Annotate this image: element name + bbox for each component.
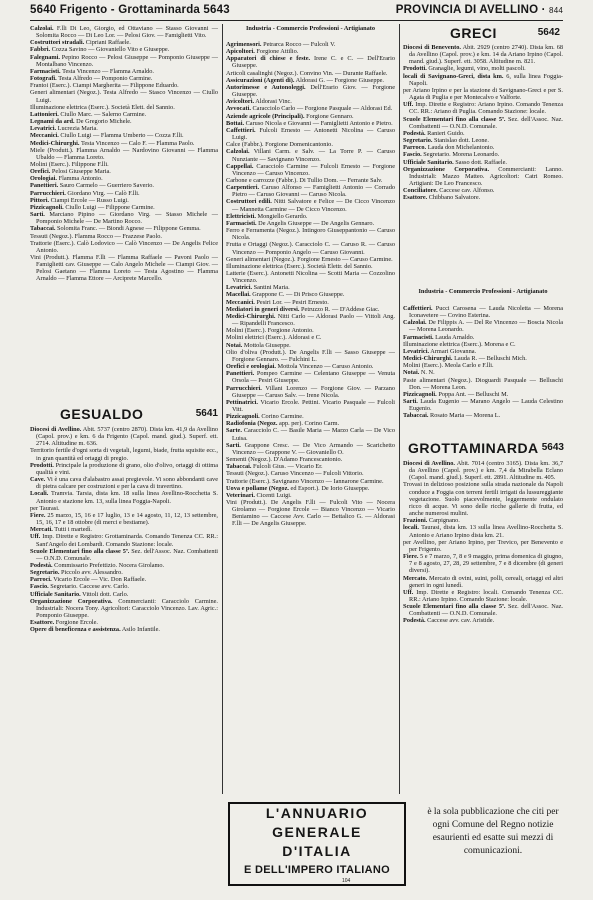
listing-entry: Caffettieri. Pucci Carosena — Lauda Nicoletta — Morena Iconavetere — Covino Esterina. [403, 305, 563, 320]
greci-entry: Ufficiale Sanitario. Sasso dott. Raffaele. [403, 158, 507, 166]
listing-entry: Calzolai. F.lli Di Leo, Giorgio, ed Ottaviano — Stasso Giovanni — Solomita Rocco — Di Leo Lor. — Pelosi Giov. — Famiglietti Vito. [30, 25, 218, 40]
listing-entry: Apicoltori. Forgione Attilio. [226, 48, 299, 56]
grottaminarda-listings [403, 460, 563, 795]
greci-entry: Parroco. Lauda don Michelantonio. [403, 144, 495, 152]
gesualdo-name: GESUALDO [60, 406, 144, 422]
listing-entry: Calzolai. Villani Carm. e Salv. — La Torre P. — Caruso Nunziante — Savignano Vincenzo. [226, 148, 395, 163]
ad-line-3: D'ITALIA [282, 843, 352, 859]
listing-entry: Ferro e Ferramenta (Negoz.). Intingoro Giuseppantonio — Caruso Nicola. [226, 227, 395, 242]
listing-entry: Pizzicagnoli. Corino Carmine. [226, 413, 304, 421]
listing-entry: Parrucchieri. Giordano Virg. — Calò F.lli. [30, 189, 140, 197]
listing-entry: Pizzicagnoli. Poppa Ant. — Belluschi M. [403, 390, 509, 398]
listing-entry: Legnami da ard. De Gregorio Michele. [30, 118, 132, 126]
listing-entry: Notai. Mottola Giuseppe. [226, 341, 291, 349]
gesualdo-entry: Esattore. Forgione Ercole. [30, 619, 98, 627]
listing-entry: Meccanici. Pesiri Lor. — Pesiri Ernesto. [226, 298, 329, 306]
listing-entry: Tabaccai. Fulcoli Gius. — Vicario Er. [226, 463, 323, 471]
greci-entry: Organizzazione Corporativa. Commercianti: Lanno. Industriali: Mazzo Matteo. Agricoltori: Catri Romeo. Artigiani: De Leo Francesco. [403, 165, 563, 187]
gesualdo-entry: Podestà. Commissario Prefettizio. Nocera Girolamo. [30, 561, 165, 569]
gesualdo-entry: Prodotti. Principale la produzione di grano, olio d'olivo, ortaggi di ottima qualità e vini. [30, 461, 218, 476]
grottaminarda-entry: Diocesi di Avellino. Abit. 7014 (centro 3165). Dista km. 36,7 da Avellino (Capol. prov.) e km. 7,4 da Mirabella Eclano (Capol. mand. giud.). Superf. ett. 2891. Altitudine m. 405. [403, 460, 563, 482]
greci-entry: Scuole Elementari fino alla classe 5ª. Sez. dell'Assoc. Naz. Combattenti — O.N.D. Comunale. [403, 115, 563, 130]
col2-title: Industria - Commercio Professioni - Artigianato [245, 25, 376, 32]
col3-title: Industria - Commercio Professioni - Artigianato [418, 288, 548, 295]
col2-section-title [226, 25, 395, 41]
grottaminarda-entry: per Avellino, per Ariano Irpino, per Trevico, per Benevento e per Frigento. [403, 538, 563, 553]
listing-entry: Farmacisti. Lauda Arnaldo. [403, 333, 475, 341]
listing-entry: Tabaccai. Rosato Maria — Morena L. [403, 412, 501, 420]
listing-entry: Molini (Eserc.). Filippone F.lli. [30, 160, 109, 168]
greci-trades [403, 305, 563, 435]
header-rule [30, 20, 563, 21]
grottaminarda-entry: Trovasi in delizioso posizione sulla strada nazionale da Napoli conduce a Foggia con terreni fertili irrigati da lussureggiante vegetazione. Suolo piacevolmente, leggermente ondulato ricco di acque. Vi sono delle ricche gallerie di frutta, ed anche numerosi mulini. [403, 481, 563, 518]
gesualdo-entry: Diocesi di Avellino. Abit. 5737 (centro 2870). Dista km. 41,9 da Avellino (Capol. prov.) e km. 6 da Frigento (Capol. mand. giud.). Superf. ett. 2714. Altitudine m. 636. [30, 426, 218, 448]
listing-entry: Molini elettrici (Eserc.). Aldorasi e C. [226, 334, 322, 342]
listing-entry: Generi alimentari (Negoz.). Forgione Ernesto — Caruso Carmine. [226, 255, 393, 263]
listing-entry: Trattorie (Eserc.). Calò Lodovico — Calò Vincenzo — De Angelis Felice Antonio. [30, 239, 218, 254]
listing-entry: Sarti. Marciano Pipino — Giordano Virg. — Stasso Michele — Pomponio Michele — De Martino Rocco. [30, 211, 218, 226]
listing-entry: Pettinatrici. Vicario Ercole. Pettini. Vicario Pasquale — Fulcoli Vitt. [226, 398, 395, 413]
listing-entry: Tabaccai. Solomita Franc. — Biondi Agnese — Filipponе Gemma. [30, 225, 201, 233]
listing-entry: Medici-Chirurghi. Nitti Carlo — Aldorasi Paolo — Vittoli Ang. — Ripandelli Francesco. [226, 312, 395, 328]
listing-entry: Frutta e Ortaggi (Negoz.). Caracciolo C. — Caruso R. — Caruso Vincenzo — Pomponio Angelo — Caruso Giovanni. [226, 241, 395, 256]
annuario-logo-box [228, 802, 406, 886]
greci-number: 5642 [537, 27, 560, 38]
listing-entry: Falegnami. Pepino Rocco — Pelosi Giuseppe — Pomponio Giuseppe — Montalbano Vincenzo. [30, 53, 218, 68]
listing-entry: Pittori. Ciampi Ercole — Russo Luigi. [30, 196, 129, 204]
listing-entry: Panettieri. Sauro Carmelo — Guerriero Saverio. [30, 182, 154, 190]
greci-entry: Podestà. Ranieri Guido. [403, 129, 465, 137]
grottaminarda-entry: Uff. Imp. Dirette e Registro: locali. Comando Tenenza CC. RR.: Ariano Irpino. Comando Stazione: locale. [403, 588, 563, 603]
gesualdo-entry: Fascio. Segretario. Caccese avv. Carlo. [30, 583, 129, 591]
gesualdo-entry: Mercati. Tutti i martedì. [30, 526, 92, 534]
gesualdo-listings [30, 426, 218, 896]
listing-entry: Molini (Eserc.). Meola Carlo e F.lli. [403, 362, 494, 370]
greci-heading [450, 25, 560, 43]
greci-entry: per Ariano Irpino e per la stazione di Savignano-Greci e per S. Agata di Puglia e per Montecalvo e Valforte. [403, 86, 563, 102]
listing-entry: Panettieri. Pompeo Carmine — Celentano Giuseppe — Venuta Orsola — Pesiri Giuseppe. [226, 370, 395, 385]
listing-entry: Farmacisti. De Angelis Giuseppe — De Angelis Gennaro. [226, 219, 375, 227]
listing-entry: Veterinari. Cicenti Luigi. [226, 491, 292, 499]
listing-entry: Apparatori di chiese e feste. Irene C. e C. — Dell'Erario Giuseppe. [226, 55, 395, 70]
listing-entry: Levatrici. Santini Maria. [226, 284, 290, 292]
header-right: PROVINCIA DI AVELLINO · 844 [395, 4, 563, 16]
listing-entry: Orefici. Pelosi Giuseppe Maria. [30, 168, 111, 176]
listing-entry: Orefici e orologiai. Mottola Vincenzo — Caruso Antonio. [226, 363, 374, 371]
page-number: 844 [549, 6, 563, 15]
listing-entry: Vini (Produtt.). De Angelis F.lli — Fulcoli Vito — Nocera Girolamo — Forgione Ercole — Bianco Vincenzo — Vicario Beniamino — Caccese Avv. Carlo — Bettalico G. — Aldorasi F.lli — De Angelis Giuseppe. [226, 499, 395, 528]
gesualdo-entry: Scuole Elementari fino alla classe 5ª. Sez. dell'Assoc. Naz. Combattenti — O.N.D. Comunale. [30, 547, 218, 562]
listing-entry: Sarte. Caracciolo C. — Basile Maria — Marzo Carla — De Vico Luisa. [226, 427, 395, 442]
ad-text: è la sola pubblicazione che citi per ogni Comune del Regno notizie esaurienti ed esatte sui mezzi di comunicazioni. [427, 807, 559, 856]
grottaminarda-entry: locali. Taurasi, dista km. 13 sulla linea Avellino-Rocchetta S. Antonio e Ariano Irpino dista km. 21. [403, 524, 563, 539]
listing-entry: Trattorie (Eserc.). Savignano Vincenzo — Iannarone Carmine. [226, 477, 384, 485]
header-left: 5640 Frigento - Grottaminarda 5643 [30, 4, 230, 16]
listing-entry: Generi alimentari (Negoz.). Testa Alfredo — Stasco Vincenzo — Ciullo Luigi. [30, 89, 218, 104]
col3-section-title [403, 288, 563, 304]
listing-entry: Lattonieri. Ciullo Marc. — Salerno Carmine. [30, 110, 147, 118]
grottaminarda-entry: Podestà. Caccese avv. cav. Aristide. [403, 617, 495, 625]
listing-entry: Agrimensori. Petrarca Rocco — Fulcoli V. [226, 41, 336, 48]
gesualdo-entry: Parroci. Vicario Ercole — Vic. Don Raffaele. [30, 576, 147, 584]
listing-entry: Meccanici. Ciullo Luigi — Flamma Umberto — Cozza F.lli. [30, 132, 184, 140]
gesualdo-number: 5641 [195, 408, 218, 419]
listing-entry: Tessuti (Negoz.). Caruso Vincenzo — Fulcoli Vittorio. [226, 470, 364, 478]
listing-entry: Avicoltori. Aldorasi Vinc. [226, 98, 292, 106]
gesualdo-entry: Locali. Tramvia. Tarsia, dista km. 18 sulla linea Avellino-Rocchetta S. Antonio e stazione km. 13, sulla linea Foggia-Napoli. [30, 490, 218, 505]
listing-entry: Levatrici. Armari Giovanna. [403, 347, 477, 355]
gesualdo-entry: Ufficiale Sanitario. Vittoli dott. Carlo. [30, 590, 129, 598]
listing-entry: Macellai. Grappone C. — Di Prisco Giuseppe. [226, 291, 345, 299]
listing-entry: Calzolai. De Filippis A. — Del Re Vincenzo — Boscia Nicola — Morena Leonardo. [403, 319, 563, 334]
annuario-advertisement [228, 802, 566, 886]
grottaminarda-entry: Fiere. 5 e 7 marzo, 7, 8 e 9 maggio, prima domenica di giugno, 7 e 8 agosto, 27, 28, 29 settembre, 7 e 8 dicembre (di generi diversi). [403, 553, 563, 575]
listing-entry: Costruttori edili. Nitti Salvatore e Felice — De Cicco Vincenzo — Mannetta Carmine — De Cicco Vincenzo. [226, 198, 395, 213]
gesualdo-heading [60, 406, 218, 424]
greci-entry: locali di Savignano-Greci, dista km. 6, sulla linea Foggia-Napoli. [403, 72, 563, 87]
column-divider-2 [399, 24, 400, 794]
gesualdo-entry: Fiere. 25 marzo, 15, 16 e 17 luglio, 13 e 14 agosto, 11, 12, 13 settembre, 15, 16, 17 e 18 ottobre (di merci e bestiame). [30, 511, 218, 527]
gesualdo-entry: per Taurasi. [30, 504, 60, 512]
ad-line-1: L'ANNUARIO [265, 805, 369, 821]
ad-code: 104 [342, 878, 351, 884]
grottaminarda-entry: Mercato. Mercato di ovini, suini, polli, cereali, ortaggi ed altri generi in ogni lunedì. [403, 574, 563, 589]
gesualdo-entry: Cave. Vi è una cava d'alabastro assai pregievole. Vi sono abbondanti cave di pietra calcare per costruzioni e per la cava di travertino. [30, 476, 218, 491]
greci-entry: Esattore. Chibbano Salvatore. [403, 194, 481, 202]
listing-entry: Orologiai. Flamma Antonio. [30, 175, 103, 183]
listing-entry: Illuminazione elettrica (Eserc.). Società Elettr. del Sannio. [226, 262, 373, 270]
header-province: PROVINCIA DI AVELLINO [395, 4, 539, 16]
gesualdo-entry: Territorio fertile d'ogni sorta di vegetali, legumi, biade, frutta squisite ecc., in gran quantità ed ortaggi di pregio. [30, 447, 218, 462]
greci-entry: Segretario. Stanislao dott. Leone. [403, 137, 489, 145]
greci-entry: Diocesi di Benevento. Abit. 2929 (centro 2740). Dista km. 68 da Avellino (Capol. prov.) e km. 14 da Ariano Irpino (Capol. mand. giud.). Superf. ett. 3058. Altitudine m. 821. [403, 44, 563, 66]
listing-entry: Illuminazione elettrica (Eserc.). Società Elett. del Sannio. [30, 103, 175, 111]
greci-entry: Prodotti. Granaglie, legumi, vino, molti pascoli. [403, 65, 526, 73]
greci-name: GRECI [450, 25, 497, 41]
listing-entry: Miele (Produtt.). Flamma Arnaldo — Nardovino Giovanni — Flamma Ubaldo — Flamma Loreto. [30, 146, 218, 161]
listing-entry: Paste alimentari (Negoz.). Dioguardi Pasquale — Belluschi Don. — Morena Leon. [403, 376, 563, 391]
listing-entry: Levatrici. Lucrezia Maria. [30, 125, 98, 133]
listing-entry: Uova e pollame (Negoz. ed Esport.). De Iorio Giuseppe. [226, 484, 370, 492]
listing-entry: Fotografi. Testa Alfredo — Pomponio Carmine. [30, 75, 153, 83]
listing-entry: Sementi (Negoz.). D'Adamo Francescantonio. [226, 456, 343, 464]
listing-entry: Latterie (Eserc.). Antonetti Nicolina — Scotti Maria — Cozzolino Vincenzo. [226, 270, 395, 285]
listing-entry: Radiofonia (Negoz. app. per). Corino Carm. [226, 420, 340, 428]
grottaminarda-entry: Frazioni. Carpignano. [403, 517, 460, 525]
listing-entry: Molini (Eserc.). Forgione Antonio. [226, 327, 314, 335]
grottaminarda-heading [408, 440, 564, 458]
grottaminarda-number: 5643 [541, 442, 564, 453]
listing-entry: Carbone e carrozze (Fabbr.). Di Tullio Dom. — Ferrante Salv. [226, 176, 383, 184]
gesualdo-entry: Segretario. Piccolo avv. Alessandro. [30, 569, 123, 577]
column-divider-1 [222, 24, 223, 794]
greci-listings [403, 44, 563, 284]
greci-entry: Fascio. Segretario. Morena Leonardo. [403, 151, 500, 159]
gesualdo-entry: Organizzazione Corporativa. Commercianti: Caracciolo Carmine. Industriali: Nocera Tony. Agricoltori: Caracciolo Vincenzo. Lav. Agric.: Pomponio Giuseppe. [30, 597, 218, 620]
listing-entry: Avvocati. Caracciolo Carlo — Forgione Pasquale — Aldorasi Ed. [226, 105, 393, 113]
listing-entry: Carpentieri. Caruso Alfonso — Famiglietti Antonio — Corrado Pietro — Caruso Giovanni — Caruso Nicola. [226, 184, 395, 199]
greci-entry: Conciliatore. Caccese cav. Alfonso. [403, 187, 495, 195]
gesualdo-entry: Opere di beneficenza e assistenza. Asilo Infantile. [30, 626, 161, 634]
listing-entry: Autorimesse e Autonoleggi. Dell'Erario Giov. — Forgione Giuseppe. [226, 83, 395, 99]
listing-entry: Fabbri. Cozza Savino — Giovaniello Vito e Giuseppe. [30, 46, 170, 54]
listing-entry: Aziende agricole (Principali). Forgione Gennaro. [226, 112, 354, 120]
listing-entry: Olio d'oliva (Produtt.). De Angelis F.lli — Sasso Giuseppe — Forgione Gennaro. — Fulchini L. [226, 348, 395, 363]
listing-entry: Mediatori in generi diversi. Petruzzo R. — D'Addese Giac. [226, 305, 380, 313]
listing-entry: Assicurazioni (Agenti di). Aldorasi G. — Forgione Giuseppe. [226, 76, 384, 84]
listing-entry: Calce (Fabbr.). Forgione Domenicantonio. [226, 141, 333, 149]
listing-entry: Cappellai. Caracciolo Carmine — Fulcoli Ernesto — Forgione Vincenzo — Caruso Vincenzo. [226, 162, 395, 177]
gesualdo-entry: Uff. Imp. Dirette e Registro: Grottaminarda. Comando Tenenza CC. RR.: Sant'Angelo dei Lombardi. Comando Stazione: locale. [30, 533, 218, 548]
greci-entry: Uff. Imp. Dirette e Registro: Ariano Irpino. Comando Tenenza CC. RR.: Ariano di Puglia. Comando Stazione: locale. [403, 101, 563, 116]
gesualdo-trades [226, 41, 395, 797]
listing-entry: Tessuti (Negoz.). Flamma Rocco — Frazzese Paolo. [30, 232, 162, 240]
listing-entry: Notai. N. N. [403, 369, 435, 377]
listing-entry: Caffettieri. Fulcoli Ernesto — Antonetti Nicolina — Caruso Luigi. [226, 126, 395, 142]
frigento-listings [30, 25, 218, 400]
listing-entry: Parrucchieri. Villani Lorenzo — Forgione Giov. — Parzano Giuseppe — Caruso Salv. — Irene Nicola. [226, 384, 395, 399]
listing-entry: Elettricisti. Mongiello Gerardo. [226, 212, 308, 220]
listing-entry: Medici-Chirurghi. Testa Vincenzo — Calo F. — Flamma Paolo. [30, 139, 195, 147]
ad-line-2: GENERALE [272, 824, 362, 840]
listing-entry: Pizzicagnoli. Ciullo Luigi — Filippone Carmine. [30, 203, 155, 211]
listing-entry: Medici-Chirurghi. Lauda R. — Belluschi Mich. [403, 355, 527, 363]
grottaminarda-name: GROTTAMINARDA [408, 440, 539, 456]
listing-entry: Vini (Produtt.). Flamma F.lli — Flamma Raffaele — Pavoni Paolo — Famiglietti cav. Giuseppe — Calo Angelo Michele — Ciampi Giov. — Pelosi Gaetano — Flamma Loreto — Testa Agostino — Flamma Arnaldo — Flamma Ettore — Arciprete Marcello. [30, 254, 218, 283]
listing-entry: Sarti. Grappone Cresc. — De Vico Armando — Scarichetto Vincenzo — Grappone V. — Giovaniello O. [226, 441, 395, 456]
listing-entry: Sarti. Lauda Eugenio — Marano Angelo — Lauda Celestino Eugenio. [403, 398, 563, 413]
listing-entry: Costruttori stradali. Cipriani Raffaele. [30, 39, 131, 47]
listing-entry: Bottai. Caruso Nicola e Giovanni — Famiglietti Antonio e Pietro. [226, 119, 393, 127]
listing-entry: Articoli casalinghi (Negoz.). Convino Vin. — Durante Raffaele. [226, 69, 388, 77]
ad-line-4: E DELL'IMPERO ITALIANO [244, 864, 390, 876]
listing-entry: Frantoi (Eserc.). Ciampi Margherita — Filipponе Eduardo. [30, 82, 179, 90]
listing-entry: Illuminazione elettrica (Eserc.). Morena e C. [403, 340, 516, 348]
page-header [30, 4, 563, 20]
grottaminarda-entry: Scuole Elementari fino alla classe 5ª. Sez. dell'Assoc. Naz. Combattenti — O.N.D. Comunale. [403, 603, 563, 618]
listing-entry: Farmacisti. Testa Vincenzo — Flamma Arnaldo. [30, 67, 154, 75]
